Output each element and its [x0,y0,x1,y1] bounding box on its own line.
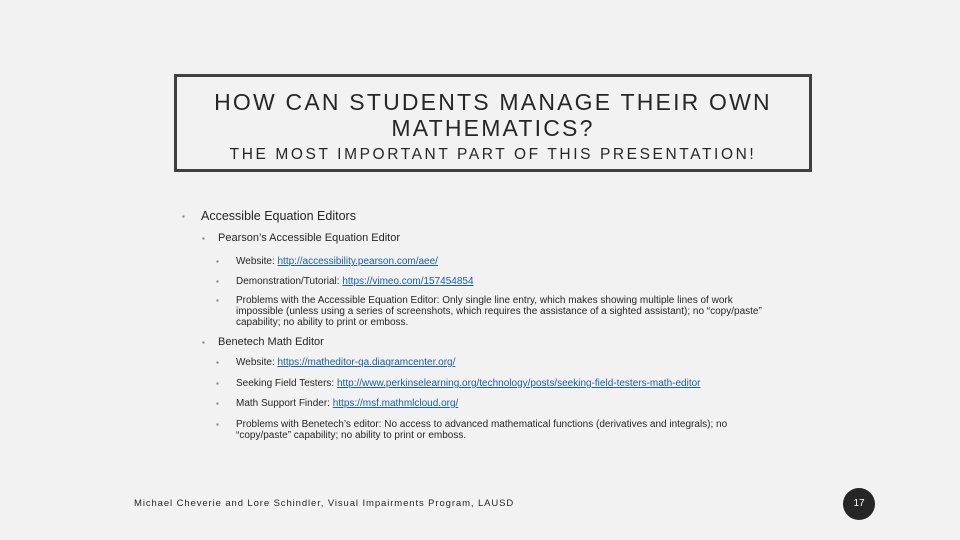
slide-title: HOW CAN STUDENTS MANAGE THEIR OWN MATHEMATICS? [214,89,772,141]
bullet-dot: ▪ [202,338,205,347]
bullet-benetech-problems [216,419,776,441]
bullet-dot: ▪ [216,420,219,429]
benetech-problems-text: Problems with Benetech’s editor: No access to advanced mathematical functions (derivatives and integrals); no “copy/paste” capability; no ability to print or emboss. [236,419,728,441]
benetech-website-link[interactable]: https://matheditor-qa.diagramcenter.org/ [277,357,456,368]
pearson-website-link[interactable]: http://accessibility.pearson.com/aee/ [277,256,438,267]
bullet-dot: ▪ [216,399,219,408]
footer-credit: Michael Cheverie and Lore Schindler, Visual Impairments Program, LAUSD [134,498,515,509]
slide-subtitle: THE MOST IMPORTANT PART OF THIS PRESENTATION! [229,146,757,163]
pearson-website-label: Website: [236,256,278,267]
page-number-badge: 17 [843,488,875,520]
pearson-demo-link[interactable]: https://vimeo.com/157454854 [342,276,474,287]
benetech-website-label: Website: [236,357,278,368]
bullet-benetech-finder [216,398,776,409]
bullet-dot: ▪ [216,379,219,388]
benetech-testers-label: Seeking Field Testers: [236,378,337,389]
bullet-benetech-testers [216,378,796,389]
bullet-dot: ▪ [202,234,205,243]
bullet-pearson-demo [216,276,776,287]
section-heading: Accessible Equation Editors [201,209,356,223]
bullet-dot: ▪ [216,296,219,305]
bullet-dot: ▪ [216,257,219,266]
benetech-finder-link[interactable]: https://msf.mathmlcloud.org/ [332,398,459,409]
benetech-finder-label: Math Support Finder: [236,398,333,409]
bullet-benetech-website [216,357,776,368]
benetech-heading: Benetech Math Editor [218,336,324,348]
bullet-benetech [202,336,324,349]
bullet-pearson [202,232,401,245]
pearson-heading: Pearson’s Accessible Equation Editor [218,232,401,244]
bullet-pearson-problems [216,295,776,328]
bullet-dot: ▪ [216,358,219,367]
bullet-dot: ▪ [216,277,219,286]
bullet-dot: ▪ [182,212,185,221]
bullet-accessible-equation-editors [182,209,356,224]
pearson-demo-label: Demonstration/Tutorial: [236,276,343,287]
benetech-testers-link[interactable]: http://www.perkinselearning.org/technology/posts/seeking-field-testers-math-editor [336,378,701,389]
bullet-pearson-website [216,256,776,267]
pearson-problems-text: Problems with the Accessible Equation Editor: Only single line entry, which makes showing multiple lines of work impossible (unless using a series of screenshots, which requires the assistance of a sighted assistant); no “copy/paste” capability; no ability to print or emboss. [236,295,762,328]
